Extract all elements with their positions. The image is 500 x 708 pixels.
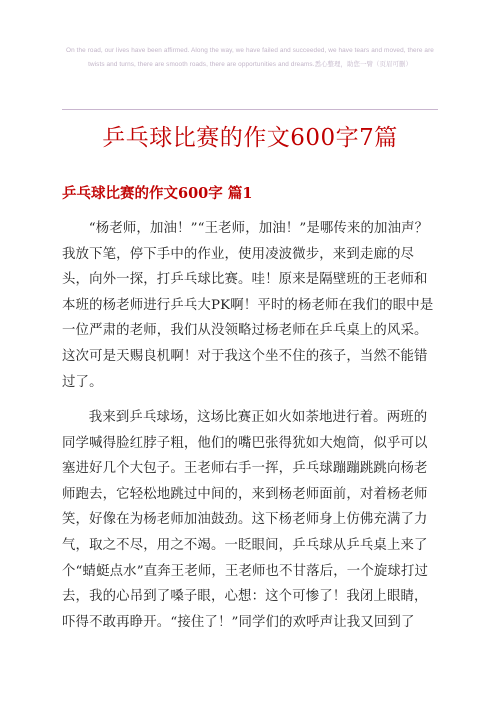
page-header-note: On the road, our lives have been affirmed. Along the way, we have failed and succeeded, we have tears and moved, there are twists and turns, there are smooth roads, there are opportunities and dreams.悉心整理，助您一臂（页眉可删） (66, 47, 434, 68)
document-title: 乒乓球比赛的作文600字7篇 (102, 125, 398, 151)
header-divider (62, 109, 438, 110)
body-paragraph-1: “杨老师，加油！”“王老师，加油！”是哪传来的加油声？我放下笔，停下手中的作业，使用凌波微步，来到走廊的尽头，向外一探，打乒乓球比赛。哇！原来是隔壁班的王老师和本班的杨老师进行乒乓大PK啊！平时的杨老师在我们的眼中是一位严肃的老师，我们从没领略过杨老师在乒乓桌上的风采。这次可是天赐良机啊！对于我这个坐不住的孩子，当然不能错过了。 (62, 221, 434, 390)
section-heading: 乒乓球比赛的作文600字 篇1 (62, 185, 253, 202)
body-paragraph-2: 我来到乒乓球场，这场比赛正如火如荼地进行着。两班的同学喊得脸红脖子粗，他们的嘴巴张得犹如大炮筒，似乎可以塞进好几个大包子。王老师右手一挥，乒乓球蹦蹦跳跳向杨老师跑去，它轻松地跳过中间的，来到杨老师面前，对着杨老师笑，好像在为杨老师加油鼓劲。这下杨老师身上仿佛充满了力气，取之不尽，用之不竭。一眨眼间，乒乓球从乒乓桌上来了个“蜻蜓点水”直奔王老师，王老师也不甘落后，一个旋球打过去，我的心吊到了嗓子眼，心想：这个可惨了！我闭上眼睛，吓得不敢再睁开。“接住了！”同学们的欢呼声让我又回到了 (62, 410, 429, 630)
